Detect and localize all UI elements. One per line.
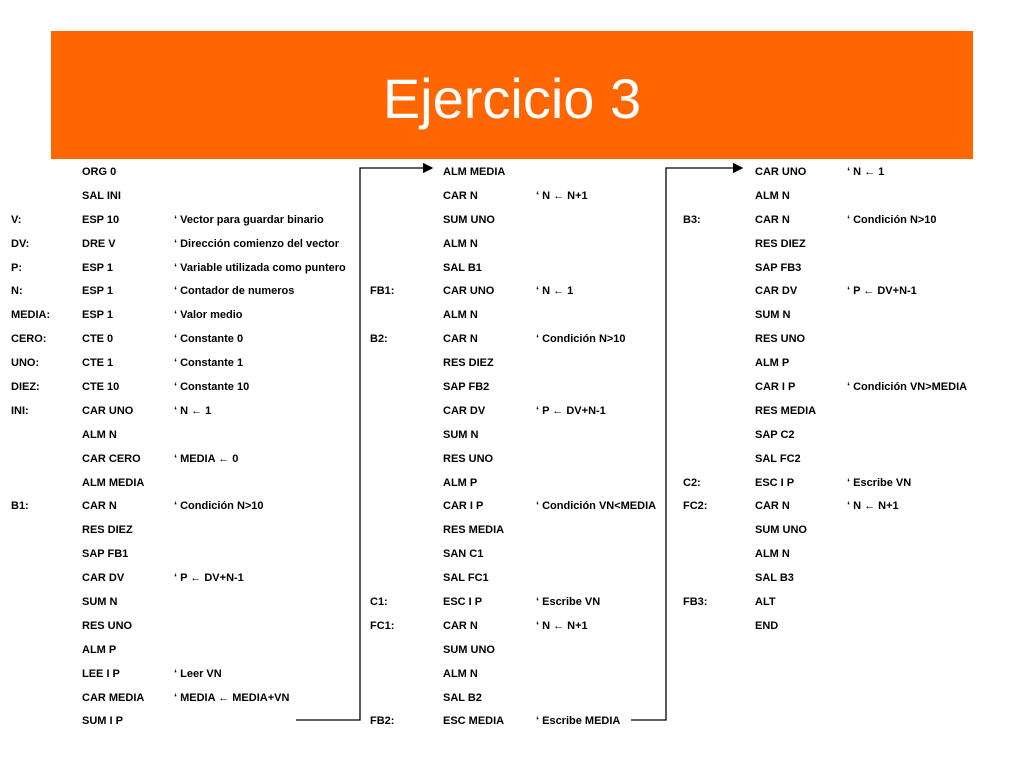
code-comment: ‘ P ← DV+N-1 <box>847 285 917 298</box>
code-instruction: ALM P <box>82 643 117 656</box>
code-comment: ‘ Condición VN>MEDIA <box>847 381 968 394</box>
code-instruction: SAP FB1 <box>82 548 129 561</box>
code-instruction: ESP 1 <box>82 309 113 322</box>
code-instruction: CAR N <box>755 213 790 226</box>
code-instruction: SAL B1 <box>443 261 482 274</box>
code-instruction: ALM N <box>443 237 478 250</box>
code-instruction: CAR I P <box>755 381 796 394</box>
code-comment: ‘ Constante 10 <box>174 381 250 394</box>
code-comment: ‘ N ← 1 <box>536 285 574 298</box>
code-comment: ‘ N ← N+1 <box>536 189 588 202</box>
code-instruction: SUM UNO <box>443 213 495 226</box>
code-label: CERO: <box>11 333 47 346</box>
code-instruction: ALM MEDIA <box>82 476 145 489</box>
code-comment: ‘ Constante 1 <box>174 357 244 370</box>
code-comment: ‘ P ← DV+N-1 <box>174 572 244 585</box>
code-instruction: SAL FC2 <box>755 452 801 465</box>
code-instruction: ESP 1 <box>82 285 113 298</box>
code-instruction: CAR DV <box>443 404 486 417</box>
code-instruction: CAR N <box>443 189 478 202</box>
code-label: FB3: <box>683 596 708 609</box>
code-instruction: CAR I P <box>443 500 484 513</box>
code-instruction: CTE 1 <box>82 357 114 370</box>
code-instruction: ESC I P <box>443 596 483 609</box>
code-instruction: CTE 10 <box>82 381 120 394</box>
code-comment: ‘ Condición N>10 <box>536 333 626 346</box>
arrow-col1-to-col2 <box>296 168 432 720</box>
code-instruction: RES UNO <box>82 619 133 632</box>
code-label: C2: <box>683 476 701 489</box>
code-instruction: END <box>755 619 779 632</box>
code-instruction: ALM N <box>443 309 478 322</box>
slide-title: Ejercicio 3 <box>382 66 642 130</box>
code-instruction: SAP FB2 <box>443 381 490 394</box>
code-instruction: CAR N <box>755 500 790 513</box>
code-instruction: SUM UNO <box>443 643 495 656</box>
code-instruction: RES UNO <box>755 333 806 346</box>
code-instruction: CAR UNO <box>755 166 807 178</box>
code-comment: ‘ Leer VN <box>174 667 222 680</box>
code-label: FB2: <box>370 715 395 728</box>
code-comment: ‘ Constante 0 <box>174 333 244 346</box>
code-label: B3: <box>683 213 701 226</box>
code-comment: ‘ Dirección comienzo del vector <box>174 237 340 250</box>
code-instruction: SUM UNO <box>755 524 807 537</box>
code-comment: ‘ MEDIA ← 0 <box>174 452 239 465</box>
code-comment: ‘ Variable utilizada como puntero <box>174 261 346 274</box>
code-instruction: ORG 0 <box>82 166 117 178</box>
code-instruction: SAP C2 <box>755 428 795 441</box>
code-instruction: RES MEDIA <box>755 404 817 417</box>
code-instruction: ESC I P <box>755 476 795 489</box>
code-label: UNO: <box>11 357 40 370</box>
arrow-col2-to-col3 <box>631 168 742 720</box>
code-comment: ‘ N ← N+1 <box>847 500 899 513</box>
code-label: FC1: <box>370 619 395 632</box>
code-instruction: DRE V <box>82 237 116 250</box>
code-comment: ‘ Escribe VN <box>847 476 912 489</box>
code-instruction: RES UNO <box>443 452 494 465</box>
code-comment: ‘ N ← N+1 <box>536 619 588 632</box>
code-instruction: ALM N <box>755 548 790 561</box>
code-instruction: SAL B3 <box>755 572 794 585</box>
code-comment: ‘ P ← DV+N-1 <box>536 404 606 417</box>
code-label: C1: <box>370 596 388 609</box>
code-instruction: RES MEDIA <box>443 524 505 537</box>
code-instruction: SAL B2 <box>443 691 482 704</box>
code-comment: ‘ Contador de numeros <box>174 285 295 298</box>
code-comment: ‘ Vector para guardar binario <box>174 213 324 226</box>
code-comment: ‘ N ← 1 <box>847 166 885 178</box>
code-label: INI: <box>11 404 29 417</box>
code-instruction: ALM N <box>755 189 790 202</box>
code-instruction: RES DIEZ <box>82 524 133 537</box>
code-instruction: SUM N <box>82 596 118 609</box>
code-comment: ‘ N ← 1 <box>174 404 212 417</box>
code-instruction: CAR MEDIA <box>82 691 145 704</box>
code-comment: ‘ Condición N>10 <box>847 213 937 226</box>
code-label: MEDIA: <box>11 309 51 322</box>
title-bar <box>51 31 973 159</box>
code-instruction: ESP 10 <box>82 213 120 226</box>
code-instruction: SAL FC1 <box>443 572 489 585</box>
code-instruction: SUM N <box>443 428 479 441</box>
code-instruction: CAR N <box>443 333 478 346</box>
code-instruction: SAL INI <box>82 189 121 202</box>
code-instruction: CAR UNO <box>82 404 134 417</box>
code-instruction: RES DIEZ <box>755 237 806 250</box>
code-instruction: CAR CERO <box>82 452 141 465</box>
code-instruction: CAR DV <box>82 572 125 585</box>
code-label: V: <box>11 213 22 226</box>
code-instruction: SAP FB3 <box>755 261 802 274</box>
code-comment: ‘ Escribe MEDIA <box>536 715 621 728</box>
code-label: N: <box>11 285 23 298</box>
code-instruction: ALM P <box>443 476 478 489</box>
code-instruction: ALM N <box>443 667 478 680</box>
code-instruction: SAN C1 <box>443 548 484 561</box>
code-instruction: CAR DV <box>755 285 798 298</box>
code-label: DIEZ: <box>11 381 40 394</box>
code-instruction: ESC MEDIA <box>443 715 505 728</box>
code-instruction: SUM I P <box>82 715 123 728</box>
code-label: B2: <box>370 333 388 346</box>
code-label: P: <box>11 261 22 274</box>
code-comment: ‘ Valor medio <box>174 309 243 322</box>
code-instruction: ALT <box>755 596 776 609</box>
code-instruction: LEE I P <box>82 667 120 680</box>
code-instruction: ALM MEDIA <box>443 166 506 178</box>
code-label: FB1: <box>370 285 395 298</box>
code-comment: ‘ MEDIA ← MEDIA+VN <box>174 691 290 704</box>
code-instruction: ALM N <box>82 428 117 441</box>
code-instruction: ESP 1 <box>82 261 113 274</box>
code-label: FC2: <box>683 500 708 513</box>
code-instruction: RES DIEZ <box>443 357 494 370</box>
code-instruction: SUM N <box>755 309 791 322</box>
code-instruction: CAR UNO <box>443 285 495 298</box>
code-comment: ‘ Condición VN<MEDIA <box>536 500 657 513</box>
code-instruction: CAR N <box>82 500 117 513</box>
code-label: B1: <box>11 500 29 513</box>
code-instruction: CTE 0 <box>82 333 114 346</box>
code-comment: ‘ Escribe VN <box>536 596 601 609</box>
code-label: DV: <box>11 237 30 250</box>
code-comment: ‘ Condición N>10 <box>174 500 264 513</box>
code-instruction: ALM P <box>755 357 790 370</box>
code-instruction: CAR N <box>443 619 478 632</box>
